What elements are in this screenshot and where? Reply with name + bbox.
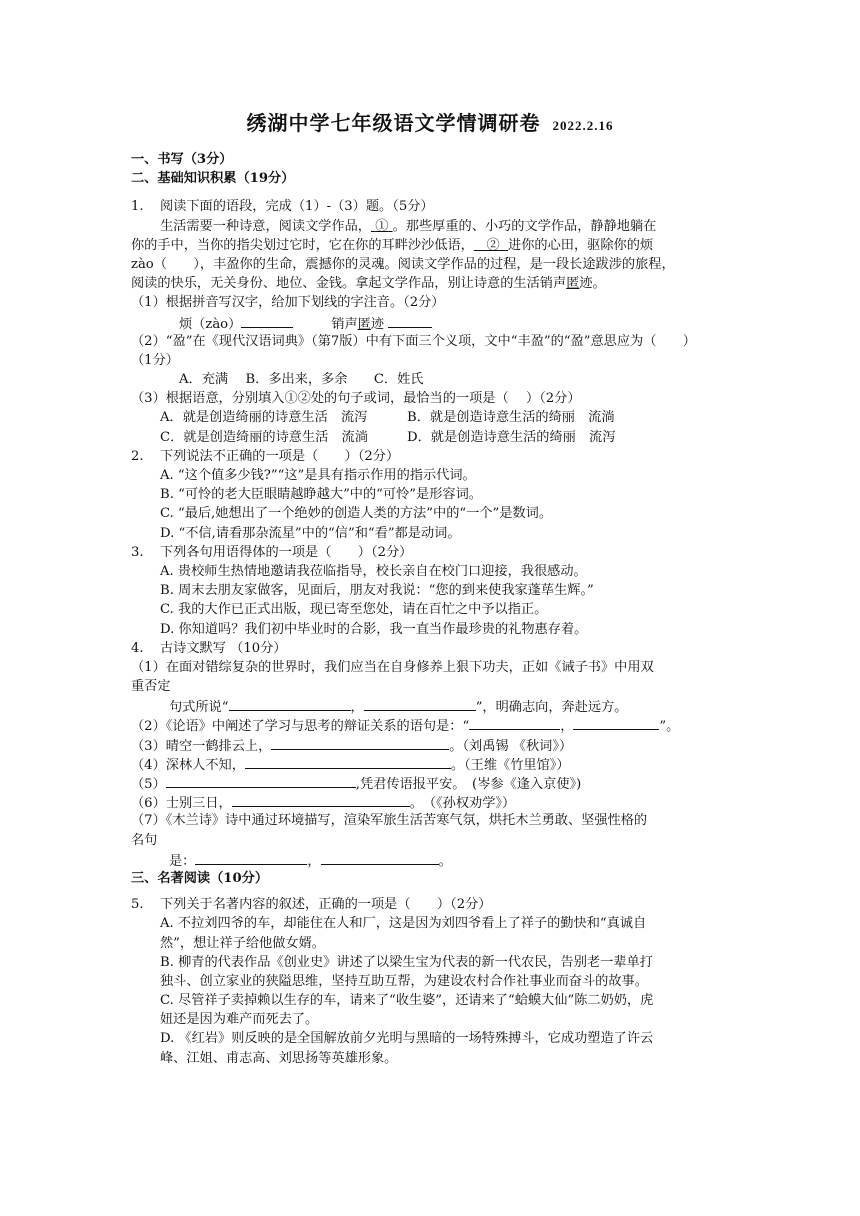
exam-date: 2022.2.16 xyxy=(552,118,614,133)
q3-option-b: B. 周末去朋友家做客，见面后，朋友对我说：“您的到来使我家蓬荜生辉。” xyxy=(160,583,594,599)
section-heading-3: 三、名著阅读（10分） xyxy=(131,870,269,886)
q4-item-4: （4）深林人不知， 。（王维《竹里馆》） xyxy=(131,754,731,773)
q4-item-6: （6）士别三日， 。 （《孙权劝学》） xyxy=(131,792,731,811)
q5-option-b: B. 柳青的代表作品《创业史》讲述了以梁生宝为代表的新一代农民，告别老一辈单打 xyxy=(160,954,653,970)
q4-item-5: （5） ,凭君传语报平安。 (岑参《逢入京使》) xyxy=(131,773,731,792)
answer-blank[interactable] xyxy=(245,754,451,769)
blank-2: ② xyxy=(486,237,500,253)
q5-option-a-cont: 然”，想让祥子给他做女婿。 xyxy=(160,935,325,951)
question-number: 3. xyxy=(131,544,144,560)
answer-blank[interactable] xyxy=(241,313,293,328)
answer-blank[interactable] xyxy=(271,735,449,750)
q4-item-2: （2）《论语》中阐述了学习与思考的辩证关系的语句是：“ ， ”。 xyxy=(131,715,731,734)
q4-item-1-blanks: 句式所说“ ， ”，明确志向，奔赴远方。 xyxy=(131,696,731,715)
answer-blank[interactable] xyxy=(232,792,410,807)
q4-item-3: （3）晴空一鹤排云上， 。（刘禹锡 《秋词》） xyxy=(131,735,731,754)
q1-sub2: （2）“盈”在《现代汉语词典》（第7版）中有下面三个义项，文中“丰盈”的“盈”意思应为（ ） xyxy=(131,333,696,349)
answer-blank[interactable] xyxy=(321,850,439,865)
question-4-stem: 4. 古诗文默写 （10分） xyxy=(131,639,731,658)
answer-blank[interactable] xyxy=(573,715,659,730)
q4-item-1-cont: 重否定 xyxy=(131,679,171,695)
q1-sub2-options: A．充满 B．多出来，多余 C．姓氏 xyxy=(179,372,424,388)
exam-content xyxy=(131,150,731,1068)
page-title xyxy=(0,107,860,136)
q1-passage-line: 你的手中，当你的指尖划过它时，它在你的耳畔沙沙低语， ② 进你的心田，驱除你的烦 xyxy=(131,237,654,253)
q1-sub1-answers: 烦（zào） 销声匿迹 xyxy=(131,313,731,332)
question-3-stem: 3. 下列各句用语得体的一项是（ ）（2分） xyxy=(131,543,731,562)
q3-option-d: D. 你知道吗？我们初中毕业时的合影，我一直当作最珍贵的礼物惠存着。 xyxy=(160,621,588,637)
answer-blank[interactable] xyxy=(388,313,432,328)
q5-option-c: C. 尽管祥子卖掉赖以生存的车，请来了“收生婆”，还请来了“蛤蟆大仙”陈二奶奶，虎 xyxy=(160,993,654,1009)
q4-item-7-cont: 名句 xyxy=(131,832,158,848)
q4-item-1: （1）在面对错综复杂的世界时，我们应当在自身修养上狠下功夫，正如《诫子书》中用双 xyxy=(131,659,654,675)
answer-blank[interactable] xyxy=(229,696,351,711)
q2-option-d: D. “不信,请看那杂流星”中的“信”和“看”都是动词。 xyxy=(160,525,461,541)
question-5-stem: 5. 下列关于名著内容的叙述，正确的一项是（ ）（2分） xyxy=(131,895,731,914)
section-heading-2: 二、基础知识积累（19分） xyxy=(131,171,295,187)
q5-option-d: D. 《红岩》则反映的是全国解放前夕光明与黑暗的一场特殊搏斗，它成功塑造了许云 xyxy=(160,1031,654,1047)
blank-1: ① xyxy=(375,218,389,234)
q4-item-7: （7）《木兰诗》诗中通过环境描写，渲染军旅生活苦寒气氛，烘托木兰勇敢、坚强性格的 xyxy=(131,813,648,829)
q1-sub3-options: A．就是创造绮丽的诗意生活 流泻 B．就是创造诗意生活的绮丽 流淌 xyxy=(160,410,615,426)
q1-sub3: （3）根据语意，分别填入①②处的句子或词，最恰当的一项是（ ）（2分） xyxy=(131,391,581,407)
section-heading-1: 一、书写（3分） xyxy=(131,152,233,167)
question-number: 2. xyxy=(131,448,144,464)
q1-sub3-options: C．就是创造绮丽的诗意生活 流淌 D．就是创造诗意生活的绮丽 流泻 xyxy=(160,429,616,445)
q1-passage-line: 生活需要一种诗意，阅读文学作品， ① 。那些厚重的、小巧的文学作品，静静地躺在 xyxy=(160,218,657,234)
question-number: 4. xyxy=(131,640,144,656)
q3-option-c: C. 我的大作已正式出版，现已寄至您处，请在百忙之中予以指正。 xyxy=(160,602,548,618)
q1-sub1: （1）根据拼音写汉字，给加下划线的字注音。（2分） xyxy=(131,295,445,311)
exam-title: 绣湖中学七年级语文学情调研卷 xyxy=(246,111,541,135)
q3-option-a: A. 贵校师生热情地邀请我莅临指导，校长亲自在校门口迎接，我很感动。 xyxy=(160,563,587,579)
answer-blank[interactable] xyxy=(195,850,307,865)
q2-option-a: A. “这个值多少钱?”“这”是具有指示作用的指示代词。 xyxy=(160,468,476,483)
question-2-stem: 2. 下列说法不正确的一项是（ ）（2分） xyxy=(131,447,731,466)
q2-option-b: B. “可怜的老大臣眼睛越睁越大”中的“可怜”是形容词。 xyxy=(160,487,482,503)
q5-option-d-cont: 峰、江姐、甫志高、刘思扬等英雄形象。 xyxy=(160,1050,398,1066)
q2-option-c: C. “最后,她想出了一个绝妙的创造人类的方法”中的“一个”是数词。 xyxy=(160,506,553,522)
question-1-stem: 1. 阅读下面的语段，完成（1）-（3）题。（5分） xyxy=(131,197,731,216)
q1-sub2-score: （1分） xyxy=(131,352,179,368)
q5-option-c-cont: 妞还是因为难产而死去了。 xyxy=(160,1012,319,1028)
question-number: 5. xyxy=(131,897,144,913)
q5-option-a: A. 不拉刘四爷的车，却能住在人和厂，这是因为刘四爷看上了祥子的勤快和“真诚自 xyxy=(160,916,647,932)
answer-blank[interactable] xyxy=(166,773,356,788)
question-number: 1. xyxy=(131,199,144,215)
q1-passage-line: 阅读的快乐，无关身份、地位、金钱。拿起文学作品，别让诗意的生活销声匿迹。 xyxy=(131,276,606,292)
answer-blank[interactable] xyxy=(364,696,476,711)
answer-blank[interactable] xyxy=(469,715,560,730)
q5-option-b-cont: 独斗、创立家业的狭隘思维，坚持互助互帮，为建设农村合作社事业而奋斗的故事。 xyxy=(160,973,648,989)
q1-passage-line: zào（ ），丰盈你的生命，震撼你的灵魂。阅读文学作品的过程，是一段长途跋涉的旅程， xyxy=(131,256,675,272)
q4-item-7-blanks: 是： ， 。 xyxy=(131,850,731,869)
